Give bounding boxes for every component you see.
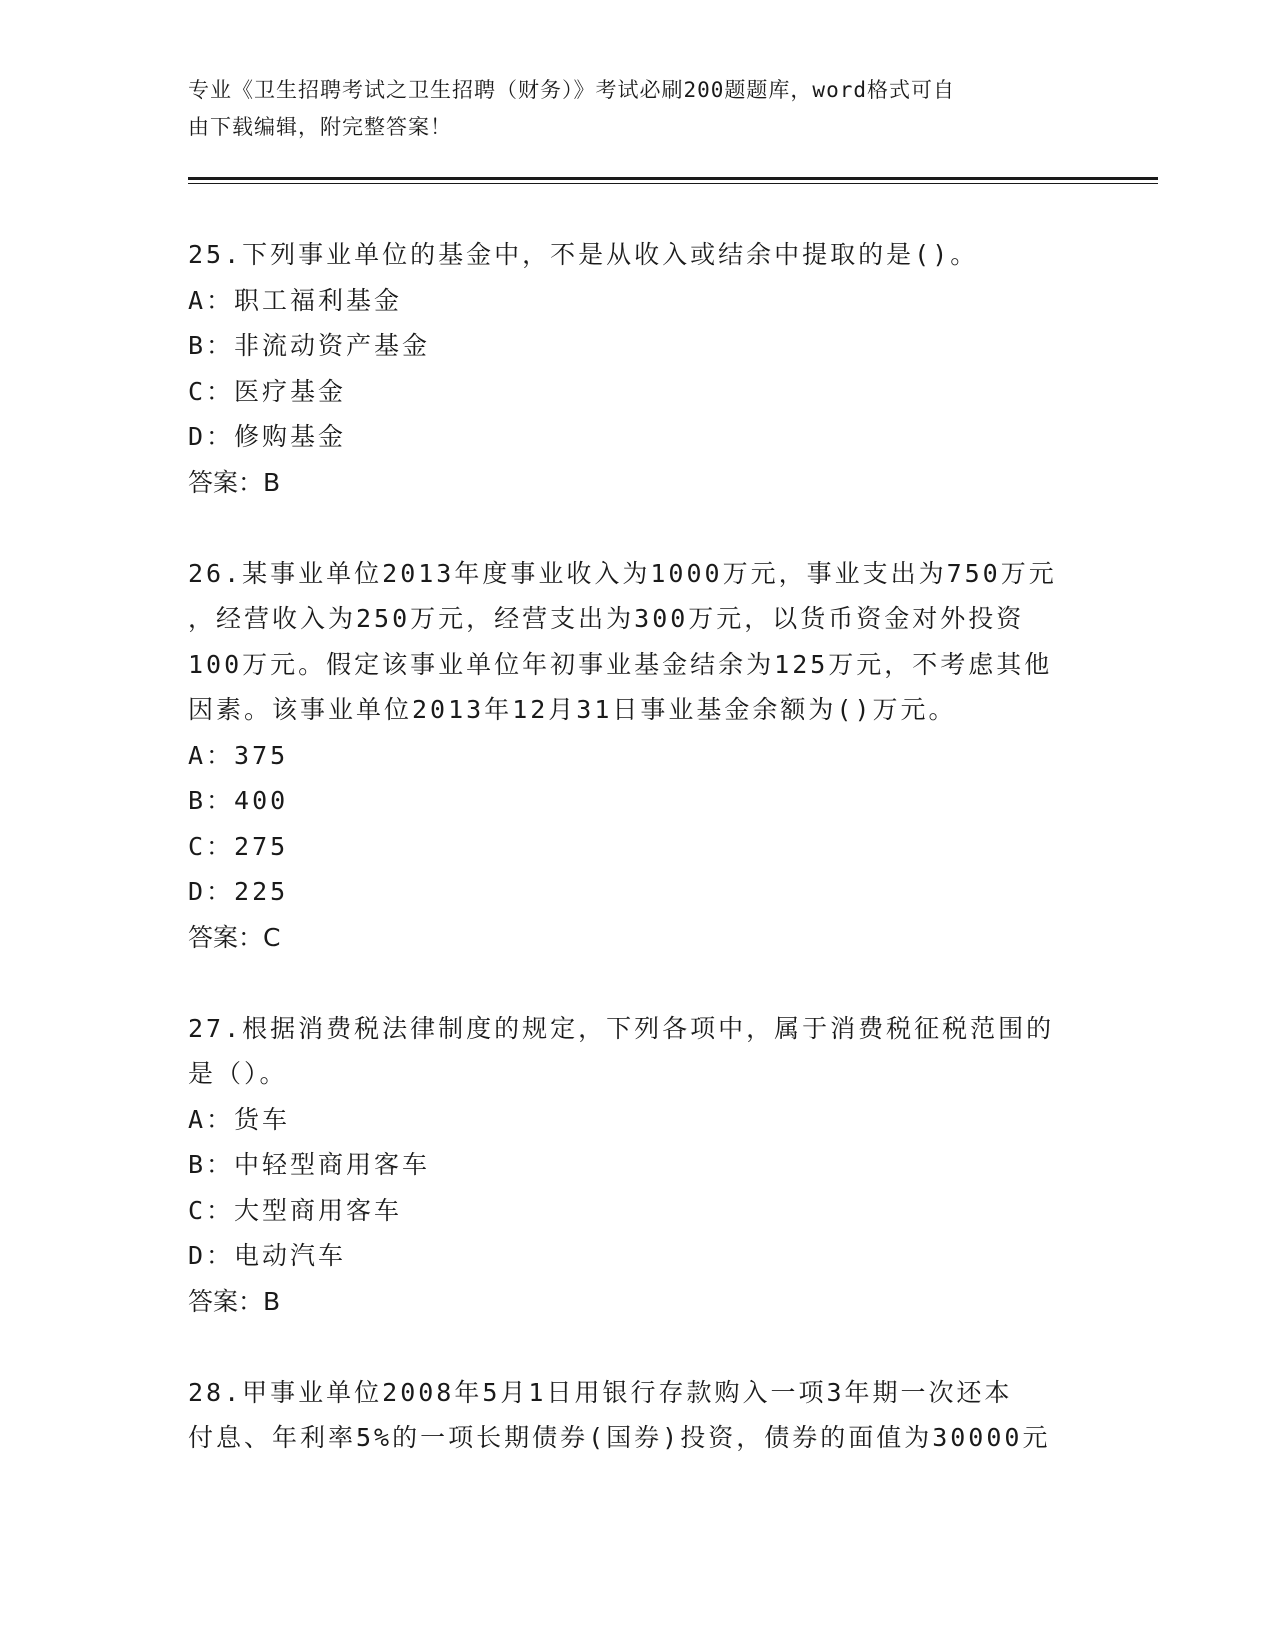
option-c: C：275 — [188, 831, 289, 861]
option-b: B：400 — [188, 786, 289, 815]
option-a: A：货车 — [188, 1104, 291, 1134]
option-c: C：医疗基金 — [188, 376, 347, 406]
option-c: C：大型商用客车 — [188, 1195, 403, 1225]
question-stem: ，经营收入为250万元，经营支出为300万元，以货币资金对外投资 — [188, 604, 1025, 633]
question-stem: 付息、年利率5%的一项长期债券(国券)投资，债券的面值为30000元 — [188, 1423, 1051, 1452]
answer-line: 答案：B — [188, 1286, 281, 1316]
option-d: D：修购基金 — [188, 422, 347, 451]
question-26 — [188, 551, 1088, 961]
header-line: 专业《卫生招聘考试之卫生招聘（财务）》考试必刷200题题库，word格式可自 — [188, 78, 955, 102]
question-stem: 28.甲事业单位2008年5月1日用银行存款购入一项3年期一次还本 — [188, 1377, 1013, 1407]
question-stem: 27.根据消费税法律制度的规定，下列各项中，属于消费税征税范围的 — [188, 1013, 1055, 1043]
option-d: D：电动汽车 — [188, 1241, 347, 1270]
document-header — [188, 72, 1088, 146]
option-a: A：职工福利基金 — [188, 285, 403, 315]
question-stem: 100万元。假定该事业单位年初事业基金结余为125万元，不考虑其他 — [188, 649, 1053, 679]
option-a: A：375 — [188, 740, 289, 770]
header-divider-thick — [188, 177, 1158, 180]
header-divider-thin — [188, 183, 1158, 184]
header-line: 由下载编辑，附完整答案！ — [188, 115, 452, 139]
question-stem: 25.下列事业单位的基金中，不是从收入或结余中提取的是()。 — [188, 240, 979, 269]
option-b: B：非流动资产基金 — [188, 331, 431, 360]
answer-line: 答案：C — [188, 922, 281, 952]
question-list — [188, 232, 1088, 1506]
question-25 — [188, 232, 1088, 505]
question-stem: 26.某事业单位2013年度事业收入为1000万元，事业支出为750万元 — [188, 558, 1057, 588]
answer-line: 答案：B — [188, 467, 281, 497]
option-b: B：中轻型商用客车 — [188, 1150, 431, 1179]
question-stem: 因素。该事业单位2013年12月31日事业基金余额为()万元。 — [188, 695, 957, 724]
question-stem: 是（）。 — [188, 1059, 288, 1088]
question-27 — [188, 1006, 1088, 1325]
option-d: D：225 — [188, 877, 289, 906]
question-28 — [188, 1370, 1088, 1461]
